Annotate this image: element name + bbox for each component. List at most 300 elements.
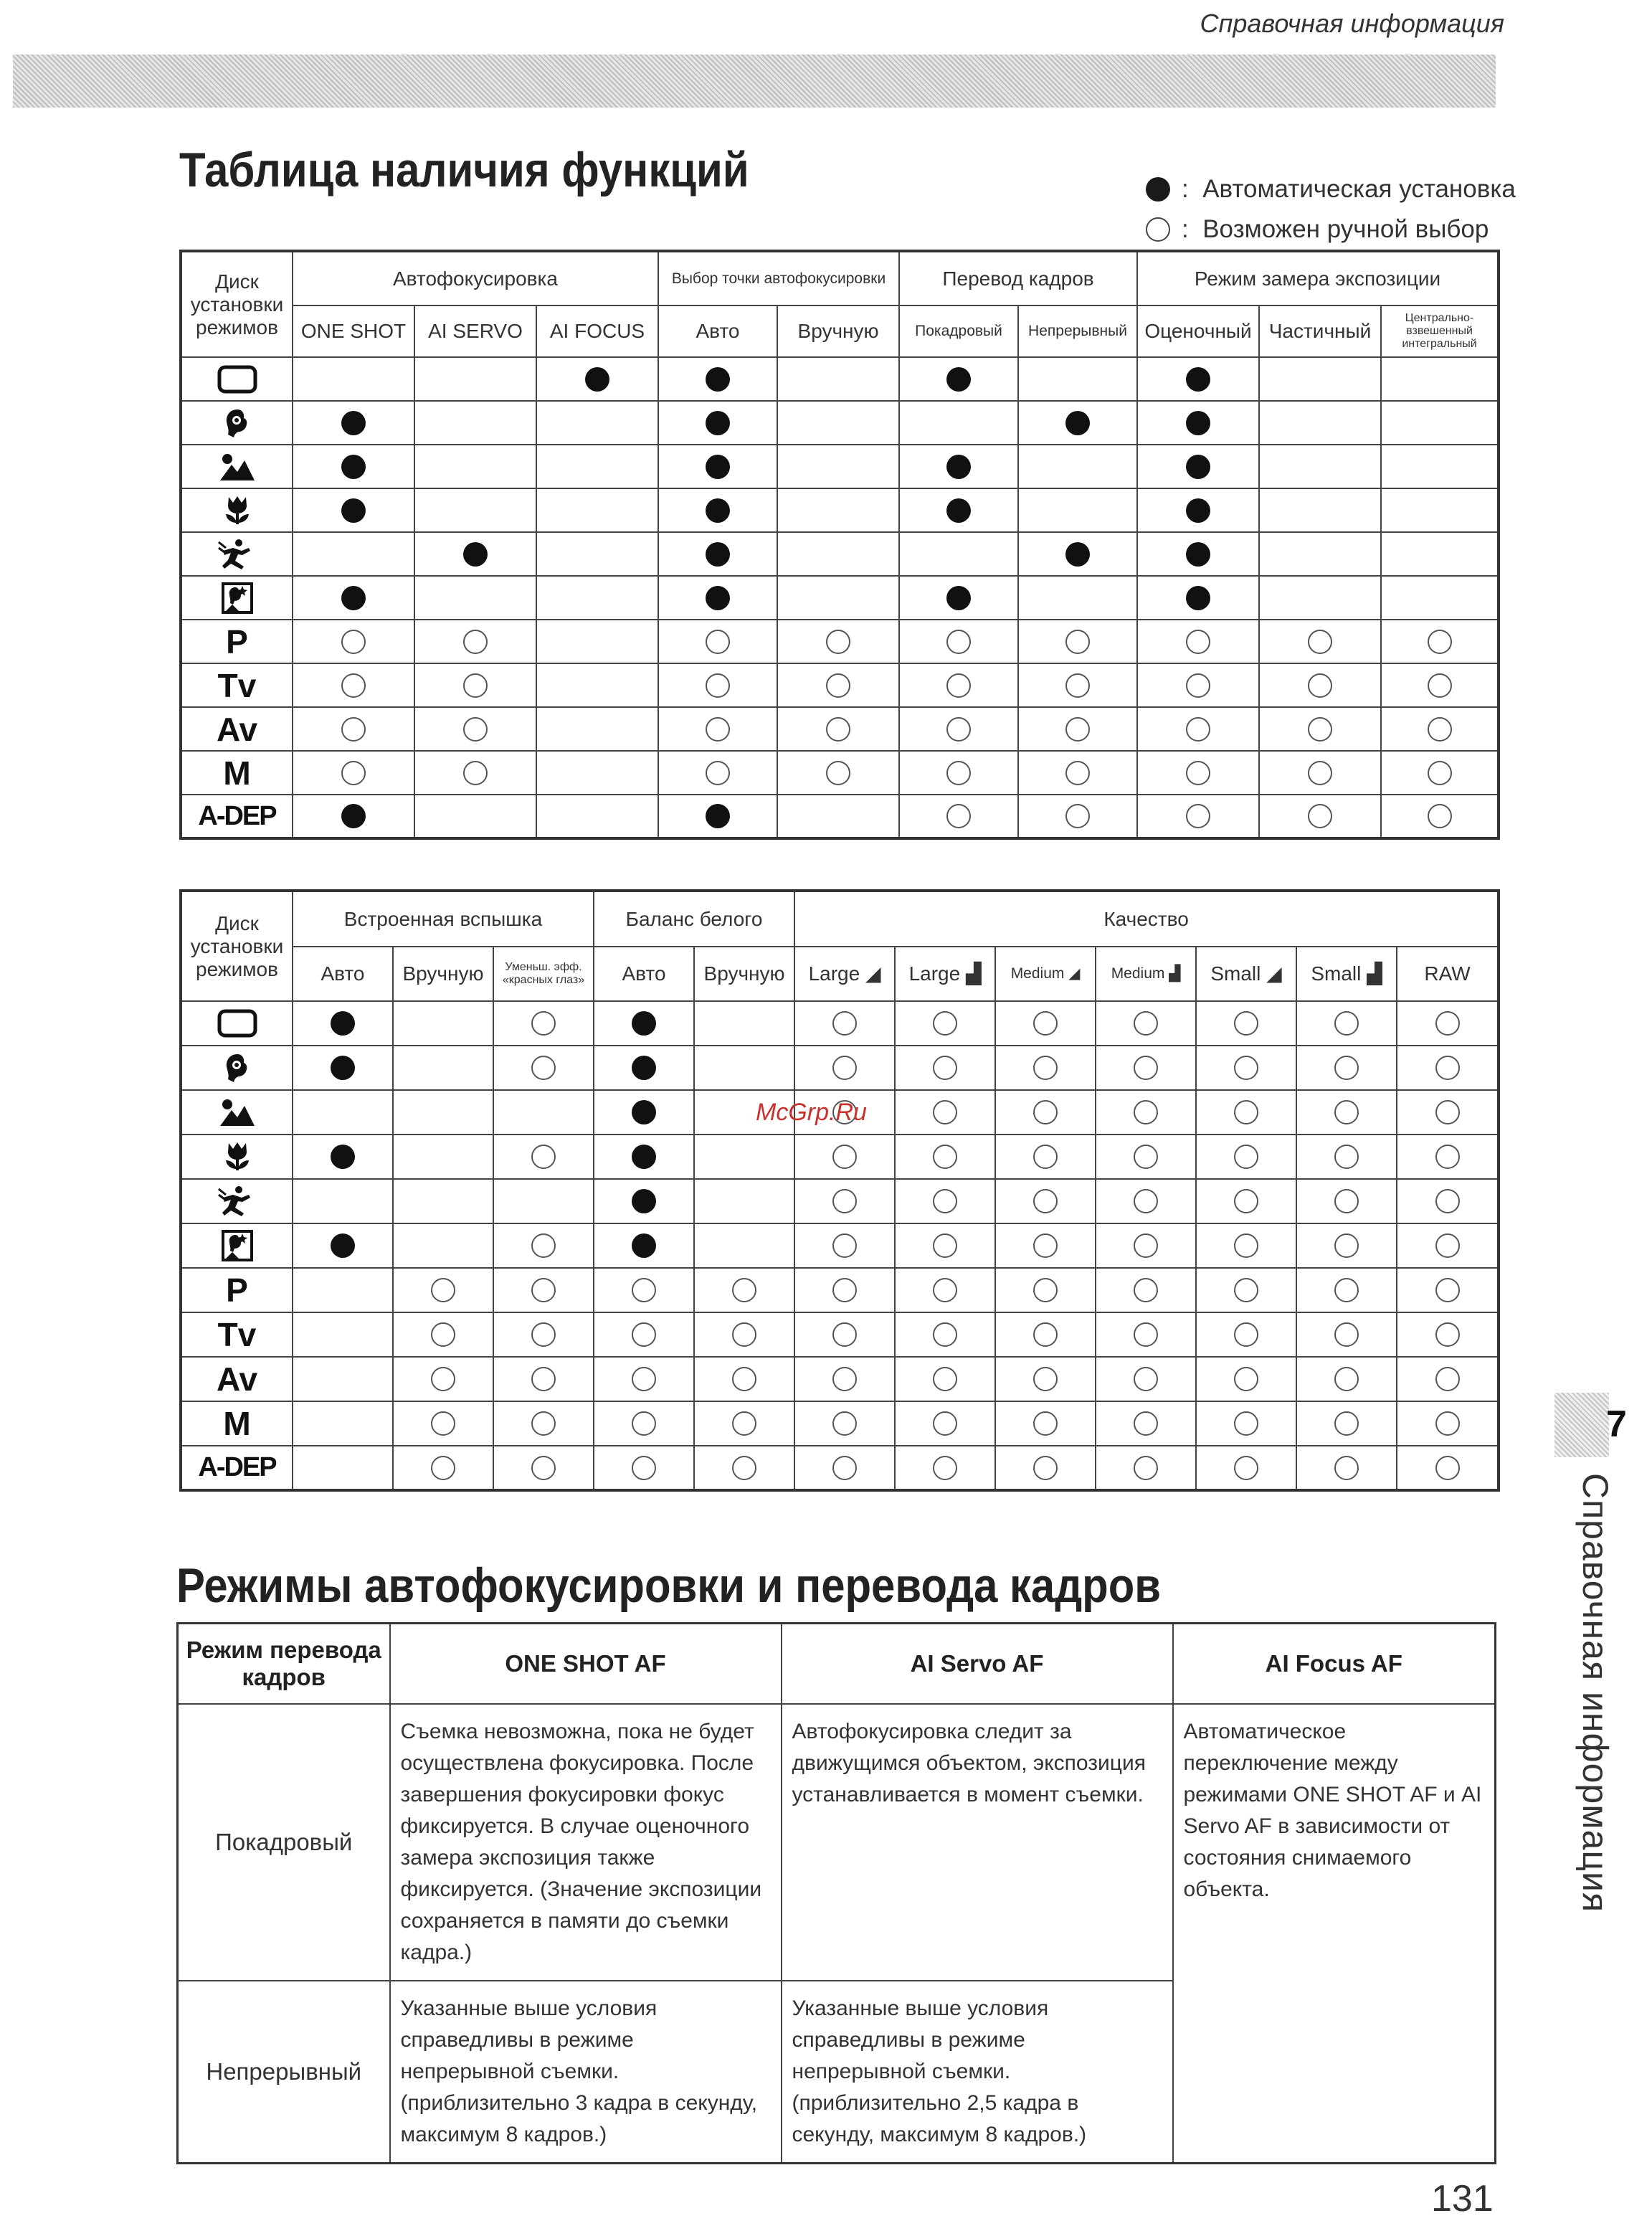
table-cell bbox=[536, 707, 658, 751]
flower-icon bbox=[182, 494, 292, 527]
table-cell bbox=[1296, 1401, 1397, 1446]
table-cell bbox=[594, 1223, 694, 1268]
table-cell bbox=[393, 1357, 493, 1401]
hollow-circle-icon bbox=[632, 1456, 656, 1480]
table-cell bbox=[293, 1001, 393, 1046]
table-cell bbox=[694, 1046, 794, 1090]
table-cell bbox=[1259, 663, 1381, 707]
hollow-circle-icon bbox=[933, 1100, 957, 1124]
table-cell bbox=[1018, 357, 1137, 401]
hollow-circle-icon bbox=[1134, 1278, 1158, 1302]
table-cell bbox=[777, 488, 899, 532]
hollow-circle-icon bbox=[463, 630, 488, 654]
filled-circle-icon bbox=[1065, 411, 1090, 435]
table-cell bbox=[393, 1312, 493, 1357]
hollow-circle-icon bbox=[1234, 1411, 1258, 1436]
table-cell bbox=[895, 1179, 995, 1223]
hollow-circle-icon bbox=[832, 1456, 857, 1480]
table-cell bbox=[1381, 576, 1499, 620]
table-cell bbox=[1018, 576, 1137, 620]
table-cell bbox=[414, 576, 536, 620]
hollow-circle-icon bbox=[531, 1145, 556, 1169]
table-cell bbox=[1296, 1046, 1397, 1090]
table-cell bbox=[493, 1268, 594, 1312]
table-cell bbox=[794, 1001, 895, 1046]
column-header: Покадровый bbox=[899, 306, 1018, 357]
table-cell bbox=[293, 751, 414, 795]
hollow-circle-icon bbox=[832, 1278, 857, 1302]
mode-label: Tv bbox=[217, 666, 257, 704]
table-cell bbox=[1397, 1401, 1499, 1446]
hollow-circle-icon bbox=[706, 630, 730, 654]
table-cell bbox=[658, 445, 777, 488]
table-cell bbox=[777, 620, 899, 663]
hollow-circle-icon bbox=[463, 717, 488, 742]
table-cell bbox=[1196, 1135, 1296, 1179]
table-cell bbox=[794, 1268, 895, 1312]
hollow-circle-icon bbox=[1234, 1100, 1258, 1124]
table-cell bbox=[536, 488, 658, 532]
landscape-icon bbox=[182, 1097, 292, 1127]
table-cell bbox=[414, 532, 536, 576]
table-cell bbox=[794, 1357, 895, 1401]
table-cell bbox=[1296, 1446, 1397, 1490]
filled-circle-icon bbox=[632, 1145, 656, 1169]
filled-circle-icon bbox=[706, 498, 730, 523]
table-cell bbox=[414, 795, 536, 838]
watermark: McGrp.Ru bbox=[756, 1099, 867, 1126]
mode-manual bbox=[181, 1401, 293, 1446]
mode-a-dep bbox=[181, 795, 293, 838]
legend-colon: : bbox=[1182, 175, 1189, 203]
table-cell bbox=[493, 1046, 594, 1090]
hollow-circle-icon bbox=[1065, 717, 1090, 742]
filled-circle-icon bbox=[341, 498, 366, 523]
group-autofocus: Автофокусировка bbox=[293, 251, 658, 306]
hollow-circle-icon bbox=[632, 1278, 656, 1302]
hollow-circle-icon bbox=[1234, 1233, 1258, 1258]
mode-label: P bbox=[226, 1271, 248, 1309]
table-cell bbox=[493, 1446, 594, 1490]
table-cell bbox=[1096, 1223, 1196, 1268]
hollow-circle-icon bbox=[933, 1411, 957, 1436]
table-cell bbox=[293, 1446, 393, 1490]
hollow-circle-icon bbox=[832, 1367, 857, 1391]
single-one-shot: Съемка невозможна, пока не будет осуществлена фокусировка. После завершения фокусировки фокус фиксируется. В случае оценочного замера экспозиция также фиксируется. (Значение экспозиции сохраняется в памяти до съемки кадра.) bbox=[390, 1704, 782, 1981]
table-cell bbox=[1018, 795, 1137, 838]
hollow-circle-icon bbox=[1186, 717, 1210, 742]
hollow-circle-icon bbox=[732, 1322, 756, 1347]
hollow-circle-icon bbox=[632, 1411, 656, 1436]
hollow-circle-icon bbox=[1428, 717, 1452, 742]
sports-runner-icon bbox=[182, 538, 292, 571]
table-cell bbox=[1296, 1001, 1397, 1046]
table-cell bbox=[995, 1268, 1096, 1312]
filled-circle-icon bbox=[341, 586, 366, 610]
hollow-circle-icon bbox=[1065, 761, 1090, 785]
hollow-circle-icon bbox=[1334, 1411, 1359, 1436]
hollow-circle-icon bbox=[1033, 1100, 1058, 1124]
table-cell bbox=[493, 1001, 594, 1046]
filled-circle-icon bbox=[946, 455, 971, 479]
hollow-circle-icon bbox=[1234, 1278, 1258, 1302]
table-cell bbox=[594, 1179, 694, 1223]
header-ai-focus: AI Focus AF bbox=[1173, 1624, 1496, 1704]
hollow-circle-icon bbox=[946, 717, 971, 742]
hollow-circle-icon bbox=[1134, 1056, 1158, 1080]
table-cell bbox=[794, 1135, 895, 1179]
hollow-circle-icon bbox=[832, 1189, 857, 1213]
hollow-circle-icon bbox=[1334, 1322, 1359, 1347]
portrait-icon bbox=[182, 1051, 292, 1084]
table-row bbox=[181, 1446, 1499, 1490]
chapter-tab-background bbox=[1554, 1393, 1609, 1457]
hollow-circle-icon bbox=[1186, 673, 1210, 698]
table-cell bbox=[1096, 1268, 1196, 1312]
mode-label: A-DEP bbox=[198, 800, 276, 831]
table-cell bbox=[493, 1401, 594, 1446]
column-header: ONE SHOT bbox=[293, 306, 414, 357]
filled-circle-icon bbox=[946, 498, 971, 523]
table-cell bbox=[694, 1001, 794, 1046]
chapter-title: Справочная информация bbox=[1575, 1473, 1615, 1913]
group-white-balance: Баланс белого bbox=[594, 891, 794, 947]
mode-full-auto bbox=[181, 1001, 293, 1046]
table-cell bbox=[493, 1357, 594, 1401]
table-cell bbox=[995, 1401, 1096, 1446]
table-cell bbox=[777, 751, 899, 795]
table-cell bbox=[1397, 1179, 1499, 1223]
hollow-circle-icon bbox=[341, 717, 366, 742]
table-cell bbox=[293, 576, 414, 620]
filled-circle-icon bbox=[341, 804, 366, 828]
hollow-circle-icon bbox=[341, 630, 366, 654]
table-cell bbox=[794, 1046, 895, 1090]
column-header: Large ◢ bbox=[794, 947, 895, 1001]
table-cell bbox=[536, 663, 658, 707]
filled-circle-icon bbox=[331, 1056, 355, 1080]
column-header: Авто bbox=[594, 947, 694, 1001]
header-drive-mode: Режим перевода кадров bbox=[178, 1624, 390, 1704]
table-cell bbox=[1296, 1312, 1397, 1357]
hollow-circle-icon bbox=[1435, 1233, 1460, 1258]
table-cell bbox=[1018, 532, 1137, 576]
hollow-circle-icon bbox=[1435, 1189, 1460, 1213]
table-cell bbox=[895, 1135, 995, 1179]
table-cell bbox=[794, 1401, 895, 1446]
table-cell bbox=[393, 1179, 493, 1223]
group-af-point: Выбор точки автофокусировки bbox=[658, 251, 899, 306]
table-cell bbox=[777, 401, 899, 445]
table-row bbox=[181, 401, 1499, 445]
column-header: AI SERVO bbox=[414, 306, 536, 357]
table-row bbox=[181, 1401, 1499, 1446]
column-header: Large ▟ bbox=[895, 947, 995, 1001]
table-cell bbox=[899, 576, 1018, 620]
table-cell bbox=[694, 1179, 794, 1223]
table-cell bbox=[1096, 1446, 1196, 1490]
table-cell bbox=[658, 663, 777, 707]
table-cell bbox=[1259, 751, 1381, 795]
mode-portrait bbox=[181, 1046, 293, 1090]
mode-night-portrait bbox=[181, 576, 293, 620]
table-cell bbox=[1259, 707, 1381, 751]
table-row bbox=[181, 663, 1499, 707]
table-cell bbox=[594, 1357, 694, 1401]
hollow-circle-icon bbox=[1308, 630, 1332, 654]
mode-close-up bbox=[181, 488, 293, 532]
hollow-circle-icon bbox=[431, 1411, 455, 1436]
table-cell bbox=[594, 1446, 694, 1490]
hollow-circle-icon bbox=[431, 1278, 455, 1302]
table-cell bbox=[1381, 488, 1499, 532]
legend-colon: : bbox=[1182, 215, 1189, 243]
filled-circle-icon bbox=[331, 1145, 355, 1169]
hollow-circle-icon bbox=[832, 1145, 857, 1169]
table-row bbox=[181, 707, 1499, 751]
column-header: Small ▟ bbox=[1296, 947, 1397, 1001]
hollow-circle-icon bbox=[1428, 630, 1452, 654]
table-cell bbox=[1196, 1223, 1296, 1268]
table-cell bbox=[1196, 1268, 1296, 1312]
table-cell bbox=[414, 357, 536, 401]
mode-label: A-DEP bbox=[198, 1452, 276, 1482]
table-cell bbox=[1397, 1046, 1499, 1090]
table-cell bbox=[1296, 1090, 1397, 1135]
table-cell bbox=[1259, 357, 1381, 401]
function-table-2 bbox=[179, 889, 1500, 1492]
table-cell bbox=[995, 1446, 1096, 1490]
table-cell bbox=[1397, 1312, 1499, 1357]
table-row bbox=[181, 620, 1499, 663]
night-portrait-icon bbox=[182, 582, 292, 615]
hollow-circle-icon bbox=[1234, 1189, 1258, 1213]
table-cell bbox=[414, 620, 536, 663]
table-cell bbox=[393, 1135, 493, 1179]
hollow-circle-icon bbox=[1033, 1011, 1058, 1036]
hollow-circle-icon bbox=[832, 1056, 857, 1080]
hollow-circle-icon bbox=[1234, 1367, 1258, 1391]
hollow-circle-icon bbox=[933, 1367, 957, 1391]
table-cell bbox=[658, 576, 777, 620]
hollow-circle-icon bbox=[706, 673, 730, 698]
table-row bbox=[181, 1312, 1499, 1357]
hollow-circle-icon bbox=[933, 1145, 957, 1169]
table-cell bbox=[536, 357, 658, 401]
table-cell bbox=[694, 1268, 794, 1312]
table-row bbox=[181, 1268, 1499, 1312]
table-cell bbox=[393, 1223, 493, 1268]
table-cell bbox=[658, 357, 777, 401]
table-cell bbox=[1259, 576, 1381, 620]
table-cell bbox=[1018, 620, 1137, 663]
hollow-circle-icon bbox=[1065, 673, 1090, 698]
table-cell bbox=[536, 620, 658, 663]
table-cell bbox=[1018, 751, 1137, 795]
filled-circle-icon bbox=[632, 1100, 656, 1124]
table-cell bbox=[1137, 751, 1259, 795]
legend bbox=[1146, 169, 1516, 250]
table-cell bbox=[658, 488, 777, 532]
hollow-circle-icon bbox=[732, 1367, 756, 1391]
column-header: Оценочный bbox=[1137, 306, 1259, 357]
hollow-circle-icon bbox=[946, 630, 971, 654]
table-cell bbox=[536, 445, 658, 488]
hollow-circle-icon bbox=[732, 1278, 756, 1302]
table-cell bbox=[899, 357, 1018, 401]
hollow-circle-icon bbox=[706, 761, 730, 785]
table-cell bbox=[899, 532, 1018, 576]
dial-header: Диск установки режимов bbox=[181, 251, 293, 357]
table-row bbox=[181, 795, 1499, 838]
hollow-circle-icon bbox=[1033, 1322, 1058, 1347]
group-flash: Встроенная вспышка bbox=[293, 891, 594, 947]
table-cell bbox=[1259, 795, 1381, 838]
hollow-circle-icon bbox=[1334, 1367, 1359, 1391]
table-cell bbox=[1381, 357, 1499, 401]
hollow-circle-icon bbox=[1134, 1145, 1158, 1169]
table-cell bbox=[1137, 532, 1259, 576]
hollow-circle-icon bbox=[826, 630, 850, 654]
table-cell bbox=[1096, 1135, 1196, 1179]
mode-label: M bbox=[223, 1405, 251, 1442]
hollow-circle-icon bbox=[1134, 1189, 1158, 1213]
group-drive: Перевод кадров bbox=[899, 251, 1137, 306]
filled-circle-icon bbox=[946, 586, 971, 610]
table-cell bbox=[995, 1179, 1096, 1223]
table-cell bbox=[777, 795, 899, 838]
table-cell bbox=[1381, 795, 1499, 838]
table-cell bbox=[393, 1090, 493, 1135]
mode-landscape bbox=[181, 1090, 293, 1135]
hollow-circle-icon bbox=[1428, 804, 1452, 828]
table-cell bbox=[777, 445, 899, 488]
table-cell bbox=[1196, 1090, 1296, 1135]
table-cell bbox=[594, 1268, 694, 1312]
hollow-circle-icon bbox=[826, 761, 850, 785]
table-cell bbox=[536, 576, 658, 620]
af-drive-table bbox=[176, 1622, 1496, 2164]
filled-circle-icon bbox=[331, 1233, 355, 1258]
table-cell bbox=[895, 1090, 995, 1135]
mode-label: Av bbox=[216, 710, 258, 748]
table-cell bbox=[995, 1090, 1096, 1135]
table-cell bbox=[293, 1223, 393, 1268]
legend-auto bbox=[1146, 169, 1516, 209]
portrait-icon bbox=[182, 407, 292, 440]
hollow-circle-icon bbox=[946, 804, 971, 828]
hollow-circle-icon bbox=[832, 1233, 857, 1258]
landscape-icon bbox=[182, 452, 292, 482]
filled-circle-icon bbox=[706, 586, 730, 610]
table-cell bbox=[1397, 1268, 1499, 1312]
mode-a-dep bbox=[181, 1446, 293, 1490]
hollow-circle-icon bbox=[946, 761, 971, 785]
mode-label: Av bbox=[216, 1360, 258, 1398]
row-continuous: Непрерывный bbox=[178, 1981, 390, 2164]
table-cell bbox=[1096, 1179, 1196, 1223]
table-cell bbox=[1296, 1223, 1397, 1268]
table-cell bbox=[1381, 532, 1499, 576]
hollow-circle-icon bbox=[431, 1367, 455, 1391]
hollow-circle-icon bbox=[1065, 630, 1090, 654]
table-cell bbox=[393, 1401, 493, 1446]
hollow-circle-icon bbox=[1334, 1456, 1359, 1480]
mode-program bbox=[181, 1268, 293, 1312]
hollow-circle-icon bbox=[531, 1011, 556, 1036]
table-cell bbox=[899, 707, 1018, 751]
table-cell bbox=[1137, 795, 1259, 838]
hollow-circle-icon bbox=[341, 761, 366, 785]
table-cell bbox=[293, 1135, 393, 1179]
hollow-circle-icon bbox=[531, 1056, 556, 1080]
table-cell bbox=[293, 663, 414, 707]
filled-circle-icon bbox=[1146, 177, 1170, 202]
hollow-circle-icon bbox=[933, 1278, 957, 1302]
function-table-1 bbox=[179, 250, 1500, 840]
table-cell bbox=[293, 620, 414, 663]
table-cell bbox=[536, 795, 658, 838]
mode-program bbox=[181, 620, 293, 663]
hollow-circle-icon bbox=[1435, 1278, 1460, 1302]
hollow-circle-icon bbox=[1435, 1100, 1460, 1124]
hollow-circle-icon bbox=[1134, 1411, 1158, 1436]
table-cell bbox=[1137, 620, 1259, 663]
table-cell bbox=[414, 445, 536, 488]
table-cell bbox=[594, 1090, 694, 1135]
table-cell bbox=[493, 1223, 594, 1268]
table-cell bbox=[777, 357, 899, 401]
column-header: Medium ◢ bbox=[995, 947, 1096, 1001]
column-header: Непрерывный bbox=[1018, 306, 1137, 357]
table-cell bbox=[995, 1223, 1096, 1268]
table-cell bbox=[393, 1268, 493, 1312]
hollow-circle-icon bbox=[1308, 673, 1332, 698]
table-cell bbox=[895, 1268, 995, 1312]
hollow-circle-icon bbox=[946, 673, 971, 698]
header-one-shot: ONE SHOT AF bbox=[390, 1624, 782, 1704]
mode-landscape bbox=[181, 445, 293, 488]
table-cell bbox=[594, 1046, 694, 1090]
table-cell bbox=[794, 1312, 895, 1357]
table-cell bbox=[1397, 1001, 1499, 1046]
hollow-circle-icon bbox=[1334, 1011, 1359, 1036]
hollow-circle-icon bbox=[531, 1456, 556, 1480]
table-cell bbox=[1397, 1446, 1499, 1490]
table-cell bbox=[1018, 445, 1137, 488]
table-row bbox=[181, 357, 1499, 401]
hollow-circle-icon bbox=[1134, 1322, 1158, 1347]
mode-shutter-priority bbox=[181, 1312, 293, 1357]
hollow-circle-icon bbox=[732, 1411, 756, 1436]
table-row bbox=[181, 445, 1499, 488]
table-cell bbox=[995, 1001, 1096, 1046]
table-cell bbox=[1381, 663, 1499, 707]
table-cell bbox=[694, 1312, 794, 1357]
table-cell bbox=[899, 445, 1018, 488]
hollow-circle-icon bbox=[1334, 1189, 1359, 1213]
hollow-circle-icon bbox=[933, 1233, 957, 1258]
hollow-circle-icon bbox=[531, 1278, 556, 1302]
table-cell bbox=[1196, 1046, 1296, 1090]
mode-aperture-priority bbox=[181, 1357, 293, 1401]
hollow-circle-icon bbox=[431, 1322, 455, 1347]
single-ai-servo: Автофокусировка следит за движущимся объектом, экспозиция устанавливается в момент съемки. bbox=[782, 1704, 1173, 1981]
table-cell bbox=[594, 1312, 694, 1357]
hollow-circle-icon bbox=[1186, 630, 1210, 654]
column-header: Вручную bbox=[393, 947, 493, 1001]
table-cell bbox=[1018, 663, 1137, 707]
